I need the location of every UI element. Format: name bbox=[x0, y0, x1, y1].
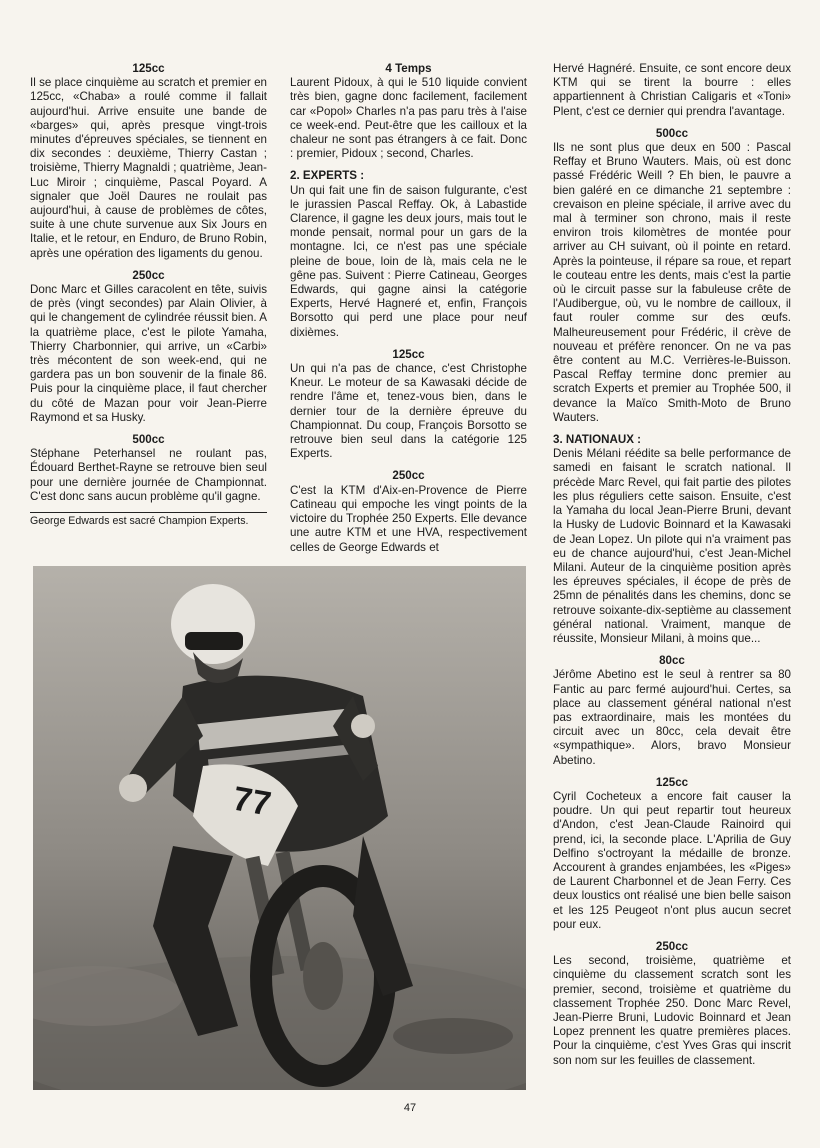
column-3 bbox=[553, 62, 791, 1076]
section-heading: 125cc bbox=[132, 62, 165, 75]
paragraph: Un qui n'a pas de chance, c'est Christophe Kneur. Le moteur de sa Kawasaki décide de rendre l'âme et, tenez-vous bien, dans le dernier tour de la dernière épreuve du Championnat. Du coup, François Borsotto se retrouve bien seul dans la catégorie 125 Experts. bbox=[290, 362, 527, 461]
section-heading: 250cc bbox=[132, 268, 165, 282]
section-heading: 125cc bbox=[655, 775, 689, 789]
section-heading: 2. EXPERTS : bbox=[290, 169, 365, 183]
column-1 bbox=[30, 62, 267, 528]
section-heading: 125cc bbox=[392, 347, 425, 361]
motocross-photo bbox=[33, 566, 526, 1090]
section-heading: 250cc bbox=[392, 469, 425, 483]
section-heading: 3. NATIONAUX : bbox=[553, 433, 642, 447]
paragraph: Donc Marc et Gilles caracolent en tête, suivis de près (vingt secondes) par Alain Olivier, à qui le changement de cylindrée réussit bien. A la quatrième place, c'est le pilote Yamaha, Thierry Charbonnier, qui arrive, un «Carbi» très mécontent de son week-end, qui ne gardera pas un bon souvenir de la finale 86. Puis pour la cinquième place, il faut chercher du côté de Mazan pour voir Jean-Pierre Raymond et sa Husky. bbox=[30, 283, 267, 424]
section-heading: 500cc bbox=[132, 433, 165, 447]
page-number: 47 bbox=[403, 1102, 417, 1114]
paragraph: Il se place cinquième au scratch et premier en 125cc, «Chaba» a roulé comme il fallait aujourd'hui. Arrive ensuite une bande de «barges» qui, après presque vingt-trois minutes d'épreuves spéciales, se tiennent en dix secondes : deuxième, Thierry Castan ; troisième, Thierry Magnaldi ; quatrième, Jean-Luc Miroir ; cinquième, Pascal Poyard. A signaler que Joël Daures ne roulait pas aujourd'hui, à cause de problèmes de côtes, suite à une chute survenue aux Six Jours en Italie, et le retour, en Enduro, de Bruno Robin, après une opération des ligaments du genou. bbox=[30, 76, 267, 260]
paragraph: Un qui fait une fin de saison fulgurante, c'est le jurassien Pascal Reffay. Ok, à Labastide Clarence, il gagne les deux jours, mais tout le monde pensait, normal pour un gars de la montagne. Ici, ce n'est pas une spéciale pleine de boue, loin de là, mais cela ne le gêne pas. Suivent : Pierre Catineau, Georges Edwards, qui gagne ainsi la catégorie Experts, Hervé Hagneré et, enfin, François Borsotto qui perd une place pour neuf dixièmes. bbox=[290, 183, 527, 339]
paragraph: Laurent Pidoux, à qui le 510 liquide convient très bien, gagne donc facilement, facilement car «Popol» Charles n'a pas paru très à l'aise ce week-end. Peut-être que les cailloux et la chaleur ne sont pas étrangers à ce fait. Donc : premier, Pidoux ; second, Charles. bbox=[290, 76, 527, 161]
photo-caption: George Edwards est sacré Champion Experts. bbox=[30, 512, 267, 528]
number-plate: 77 bbox=[230, 779, 274, 824]
section-heading: 250cc bbox=[655, 939, 689, 953]
paragraph: Jérôme Abetino est le seul à rentrer sa 80 Fantic au parc fermé aujourd'hui. Certes, sa place au classement général national n'est pas extraordinaire, mais les montées du circuit avec un 80cc, cela devait être «sympathique». Alors, bravo Monsieur Abetino. bbox=[553, 668, 791, 767]
paragraph: C'est la KTM d'Aix-en-Provence de Pierre Catineau qui empoche les vingt points de la victoire du Trophée 250 Experts. Elle devance une autre KTM et une HVA, respectivement celles de George Edwards et bbox=[290, 483, 527, 554]
paragraph: Ils ne sont plus que deux en 500 : Pascal Reffay et Bruno Wauters. Mais, où est donc passé Frédéric Weill ? Eh bien, le pauvre a bien galéré en ce dimanche 21 septembre : crevaison en pleine spéciale, il arrive avec du mal à terminer son chrono, mais il reste environ trois kilomètres de montée pour arriver au CH suivant, où il pointe en retard. Après la pointeuse, il répare sa roue, et repart le couteau entre les dents, mais c'est la partie où le circuit passe sur la fabuleuse crête de l'Audibergue, où, vu le nombre de cailloux, il faut rouler comme sur des œufs. Malheureusement pour Frédéric, il crève de nouveau et préfère renoncer. On ne va pas être content au M.C. Verrières-le-Buisson. Pascal Reffay termine donc premier au scratch Experts et premier au Trophée 500, il devance la Maïco Smith-Moto de Bruno Wauters. bbox=[553, 141, 791, 424]
section-heading: 80cc bbox=[659, 654, 685, 668]
section-heading: 500cc bbox=[655, 126, 689, 140]
paragraph: Les second, troisième, quatrième et cinquième du classement scratch sont les premier, second, troisième et quatrième du classement Trophée 250. Donc Marc Revel, Jean-Pierre Bruni, Ludovic Boinnard et Jean Lopez prennent les quatre premières places. Pour la cinquième, c'est Yves Gras qui inscrit son nom sur les feuilles de classement. bbox=[553, 954, 791, 1067]
paragraph: Hervé Hagnéré. Ensuite, ce sont encore deux KTM qui se tirent la bourre : elles appartiennent à Christian Caligaris et «Toni» Plent, c'est ce dernier qui prendra l'avantage. bbox=[553, 62, 791, 118]
paragraph: Denis Mélani réédite sa belle performance de samedi en faisant le scratch national. Il précède Marc Revel, qui fait partie des pilotes les plus réguliers cette saison. Ensuite, c'est la Yamaha du local Jean-Pierre Bruni, devant la Husky de Ludovic Boinnard et la Kawasaki de Jean Lopez. Un pilote qui n'a vraiment pas eu de chance aujourd'hui, c'est Jean-Michel Milani. Auteur de la cinquième position après les épreuves spéciales, il écope de près de 25mn de pénalités dans les chemins, donc se retrouve soixante-dix-septième au classement général national. Vraiment, manque de réussite, Monsieur Milani, à moins que... bbox=[553, 447, 791, 645]
paragraph: Stéphane Peterhansel ne roulant pas, Édouard Berthet-Rayne se retrouve bien seul pour une dernière journée de Championnat. C'est donc sans aucun problème qu'il gagne. bbox=[30, 447, 267, 503]
rider-illustration bbox=[33, 566, 526, 1090]
column-2 bbox=[290, 62, 527, 563]
section-heading: 4 Temps bbox=[385, 62, 432, 75]
paragraph: Cyril Cocheteux a encore fait causer la poudre. Un qui peut repartir tout heureux d'Andon, c'est Jean-Claude Rainoird qui prend, ici, la seconde place. L'Aprilia de Guy Delfino s'octroyant la médaille de bronze. Accourent à grandes enjambées, les «Piges» de Laurent Charbonnel et de Jean Ferry. Ces deux loustics ont réalisé une bien belle saison et les 125 Peugeot n'ont plus aucun secret pour eux. bbox=[553, 789, 791, 931]
